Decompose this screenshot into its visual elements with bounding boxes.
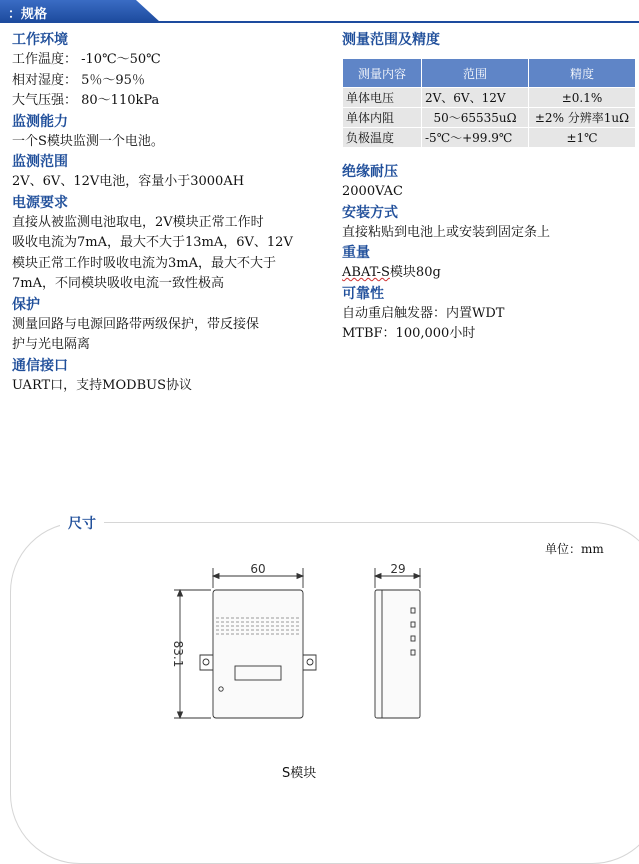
dimensions-title: 尺寸 [60, 513, 104, 533]
measure-heading: 测量范围及精度 [342, 32, 440, 48]
protect-line: 护与光电隔离 [12, 337, 91, 352]
table-cell: 单体内阻 [343, 108, 422, 128]
insulation-heading: 绝缘耐压 [342, 164, 398, 180]
table-cell: ±2% 分辨率1uΩ [529, 108, 636, 128]
table-cell: ±0.1% [529, 88, 636, 108]
banner-line [0, 21, 639, 23]
env-line: 大气压强： 80～110kPa [12, 93, 160, 108]
banner-title: ：规格 [8, 7, 48, 22]
comm-heading: 通信接口 [12, 357, 68, 374]
width-label: 60 [250, 562, 266, 576]
protect-heading: 保护 [12, 296, 40, 313]
table-cell: 负极温度 [343, 128, 422, 148]
table-header-row [343, 59, 636, 88]
spec-banner [0, 0, 639, 24]
table-header-cell: 范围 [422, 59, 529, 88]
env-line: 相对湿度： 5％～95％ [12, 72, 145, 88]
weight-text [342, 263, 634, 284]
power-line: 7mA，不同模块吸收电流一致性极高 [12, 276, 224, 291]
range-heading: 监测范围 [12, 154, 68, 170]
comm-text: UART口，支持MODBUS协议 [12, 377, 192, 393]
env-heading: 工作环境 [12, 32, 68, 48]
env-line: 工作温度： -10℃～50℃ [12, 52, 161, 67]
module-drawing [160, 560, 460, 745]
measure-table [342, 58, 636, 148]
right-column [342, 30, 634, 345]
module-caption: S模块 [282, 766, 317, 781]
reliability-heading: 可靠性 [342, 285, 384, 302]
height-label: 83.1 [171, 640, 185, 668]
power-line: 模块正常工作时吸收电流为3mA，最大不大于 [12, 255, 276, 271]
weight-heading: 重量 [342, 245, 370, 261]
table-row [343, 88, 636, 108]
table-cell: ±1℃ [529, 128, 636, 148]
table-cell: 单体电压 [343, 88, 422, 108]
table-cell: -5℃～+99.9℃ [422, 128, 529, 148]
install-text: 直接粘贴到电池上或安装到固定条上 [342, 224, 551, 240]
depth-label: 29 [390, 562, 406, 576]
table-header-cell: 测量内容 [343, 59, 422, 88]
range-text: 2V、6V、12V电池，容量小于3000AH [12, 174, 245, 189]
table-cell: 50～65535uΩ [422, 108, 529, 128]
left-column [12, 30, 312, 396]
install-heading: 安装方式 [342, 204, 398, 221]
weight-value: 模块80g [389, 265, 441, 280]
monitor-heading: 监测能力 [12, 113, 68, 130]
table-header-cell: 精度 [529, 59, 636, 88]
power-line: 直接从被监测电池取电，2V模块正常工作时 [12, 214, 264, 230]
protect-line: 测量回路与电源回路带两级保护，带反接保 [12, 316, 260, 332]
insulation-text: 2000VAC [342, 184, 403, 199]
power-line: 吸收电流为7mA，最大不大于13mA，6V、12V [12, 235, 293, 250]
table-row [343, 108, 636, 128]
table-cell: 2V、6V、12V [422, 88, 529, 108]
monitor-text: 一个S模块监测一个电池。 [12, 133, 164, 149]
weight-model: ABAT-S [342, 265, 390, 280]
table-row [343, 128, 636, 148]
reliability-line: MTBF：100,000小时 [342, 326, 476, 341]
power-heading: 电源要求 [12, 194, 68, 211]
reliability-line: 自动重启触发器：内置WDT [342, 305, 505, 321]
unit-label: 单位：mm [545, 542, 604, 556]
